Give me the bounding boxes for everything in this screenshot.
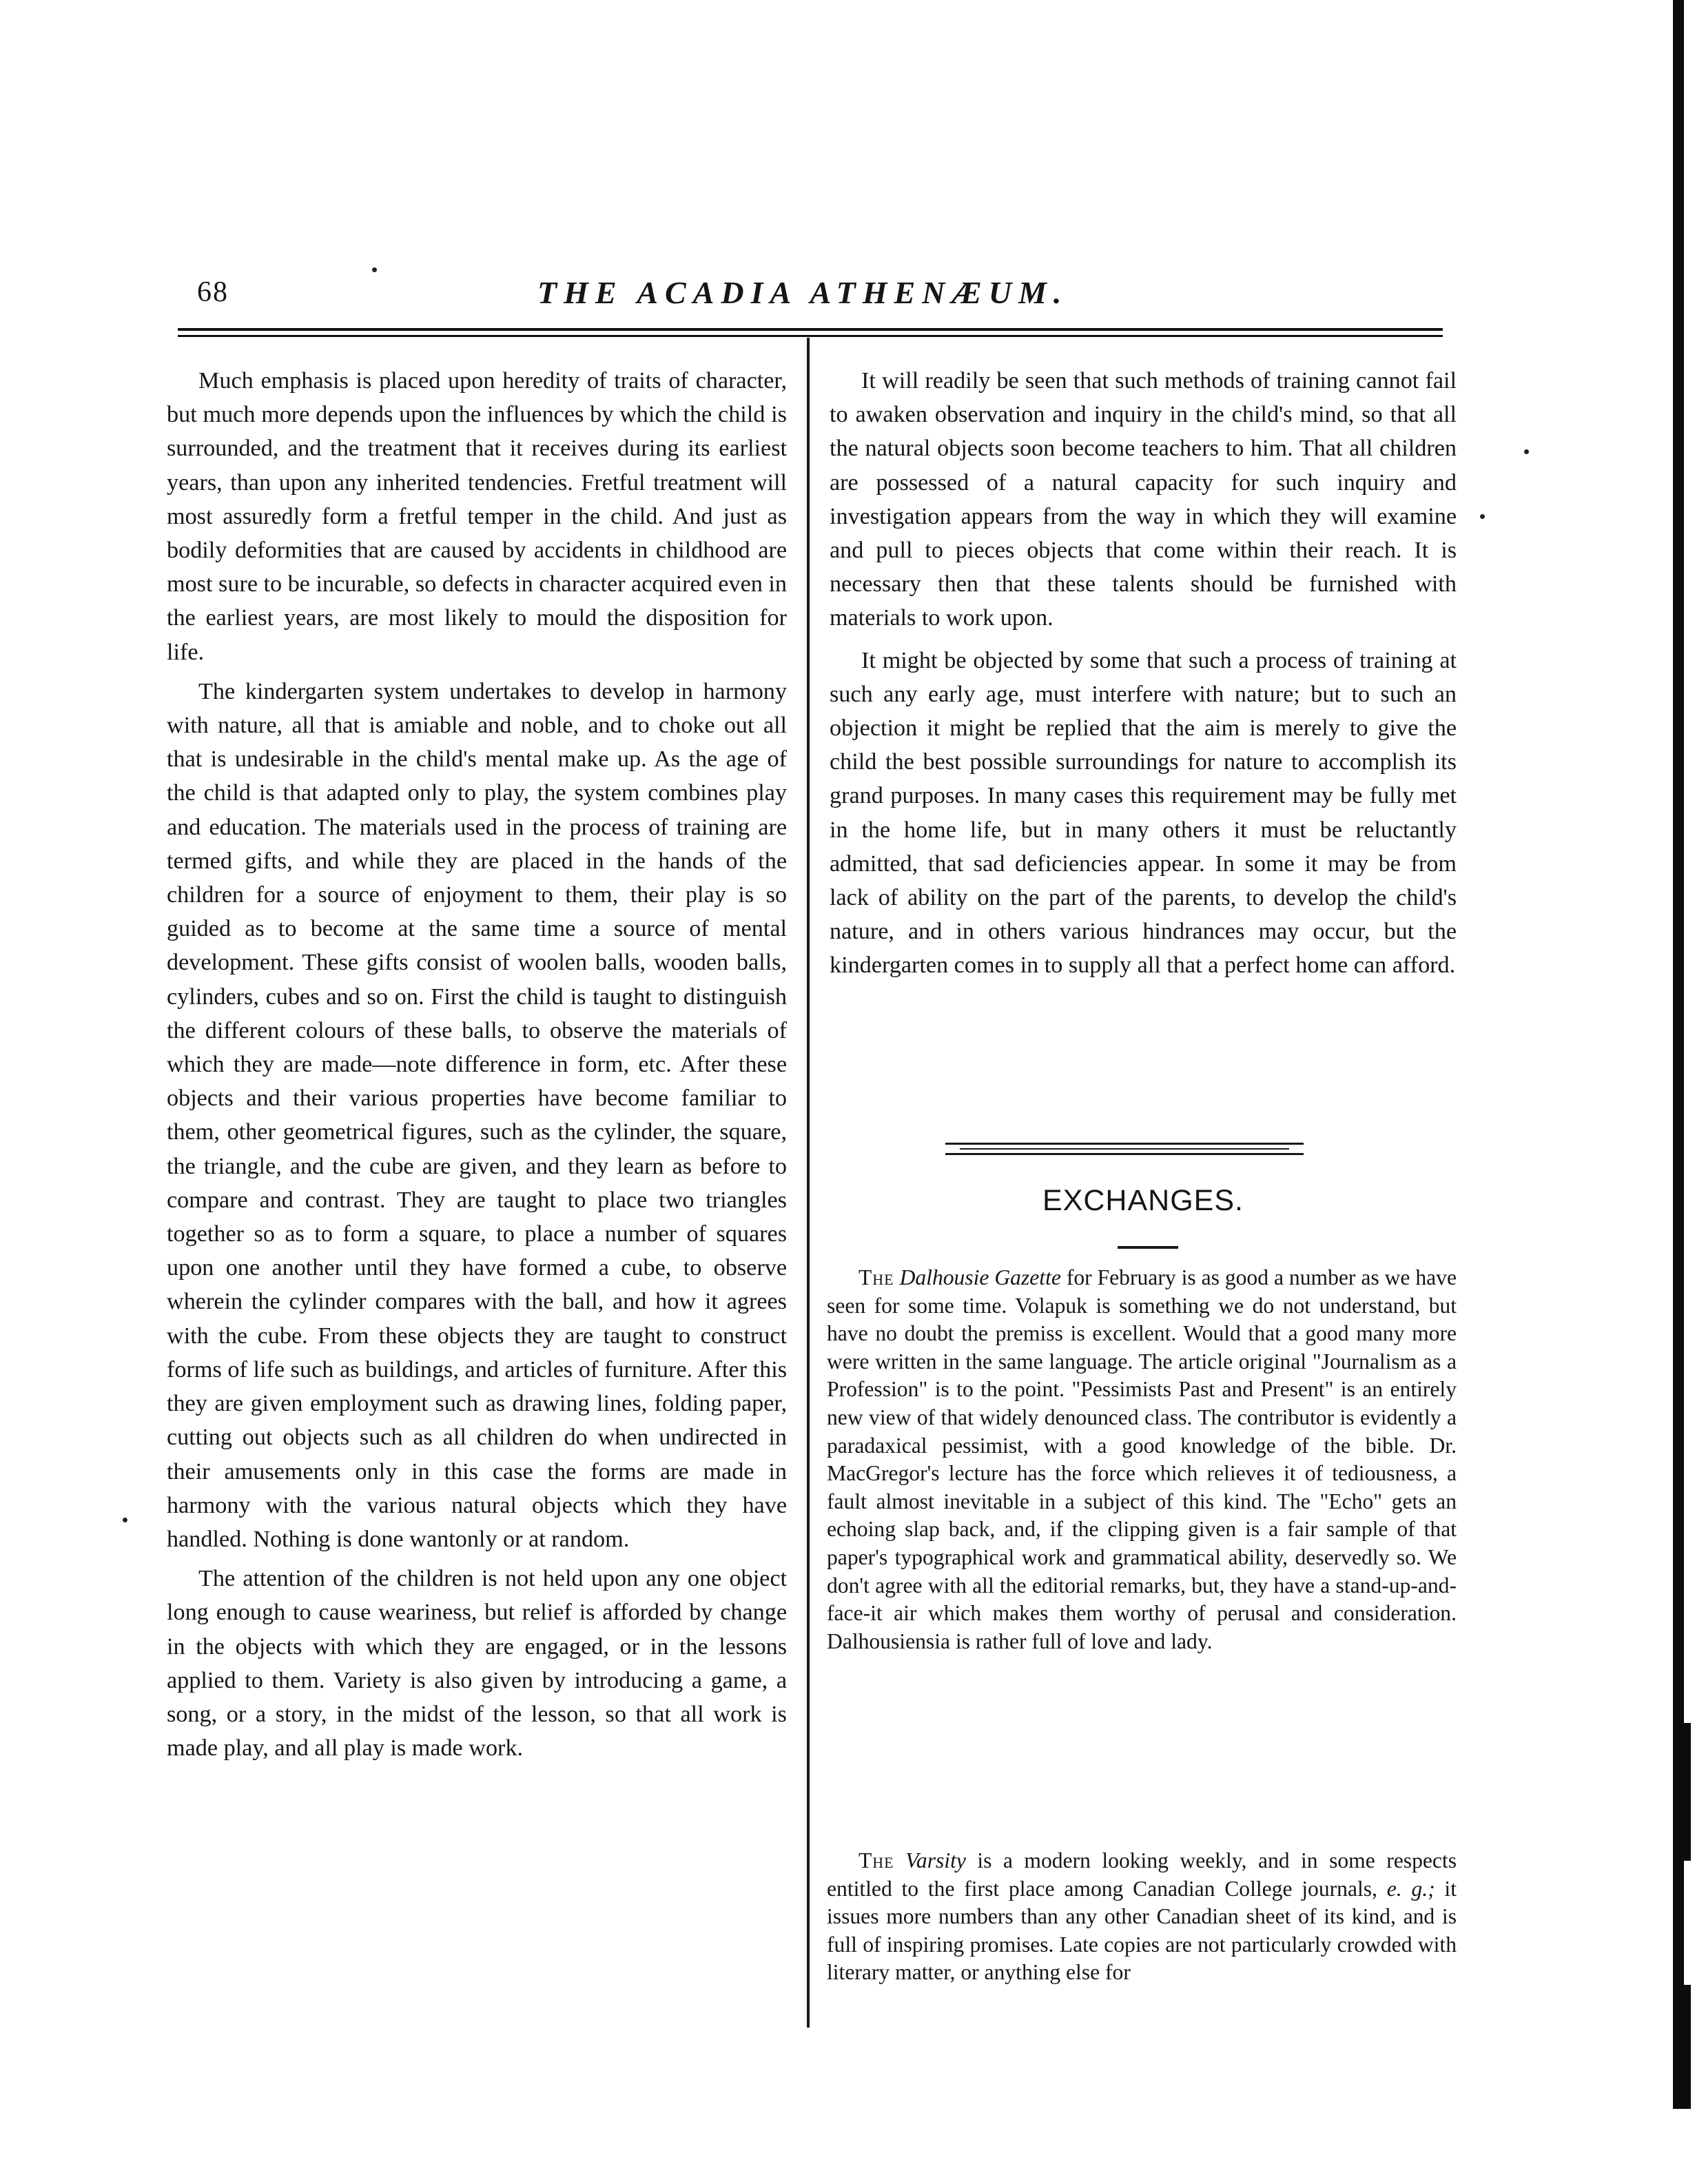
page-number: 68 [197,276,229,308]
left-column [167,364,787,1770]
publication-title: Dalhousie Gazette [899,1265,1061,1289]
exchange-body: is a modern looking weekly, and in some respects entitled to the first place among Canadian College journals, [827,1848,1457,1901]
scan-edge-notch [1684,1985,1691,2109]
right-paragraph-1: It will readily be seen that such methods of training cannot fail to awaken observation and inquiry in the child's mind, so that all the natural objects soon become teachers to him. That all children are possessed of a natural capacity for such inquiry and investigation appears from the way in which they will examine and pull to pieces objects that come within their reach. It is necessary then that these talents should be furnished with materials to work upon. [830,368,1457,631]
exchange-dalhousie-gazette [827,1264,1457,1655]
heading-short-rule [1118,1246,1178,1249]
right-paragraph-2: It might be objected by some that such a process of training at such any early age, must interfere with nature; but to such an objection it might be replied that the aim is merely to give the child the best possible surroundings for nature to accomplish its grand purposes. In many cases this requirement may be fully met in the home life, but in many others it must be reluctantly admitted, that sad deficiencies appear. In some it may be from lack of ability on the part of the parents, to develop the child's nature, and in others various hindrances may occur, but the kindergarten comes in to supply all that a perfect home can afford. [830,647,1457,979]
exchange-varsity [827,1847,1457,1987]
scan-speck [372,267,377,272]
exchange-lead-word: The [859,1265,894,1289]
exchange-lead-word: The [859,1848,894,1872]
exchange-body: for February is as good a number as we have seen for some time. Volapuk is something we do not understand, but have no doubt the premiss is excellent. Would that a good many more were written in the same language. The article original "Journalism as a Profession" is to the point. "Pessimists Past and Present" is an entirely new view of that widely denounced class. The contributor is evidently a paradaxical pessimist, with a good knowledge of the bible. Dr. MacGregor's lecture has the force which relieves it of tediousness, a fault almost inevitable in a subject of this kind. The "Echo" gets an echoing slap back, and, if the clipping given is a fair sample of that paper's typographical work and grammatical ability, deservedly so. We don't agree with all the editorial remarks, but, they have a stand-up-and-face-it air which makes them worthy of perusal and consideration. Dalhousiensia is rather full of love and lady. [827,1265,1457,1653]
section-ornament [945,1143,1304,1159]
publication-title: Varsity [905,1848,966,1872]
scan-edge-bar [1673,0,1684,2109]
column-divider [807,338,810,2028]
right-column [830,364,1457,988]
left-paragraph-2: The kindergarten system undertakes to develop in harmony with nature, all that is amiable and noble, and to choke out all that is undesirable in the child's mental make up. As the age of the child is that adapted only to play, the system combines play and education. The materials used in the process of training are termed gifts, and while they are placed in the hands of the children for a source of enjoyment to them, their play is so guided as to become at the same time a source of mental development. These gifts consist of woolen balls, wooden balls, cylinders, cubes and so on. First the child is taught to distinguish the different colours of these balls, to observe the materials of which they are made—note difference in form, etc. After these objects and their various properties have become familiar to them, other geometrical figures, such as the cylinder, the square, the triangle, and the cube are given, and they learn as before to compare and contrast. They are taught to place two triangles together so as to form a square, to place a number of squares upon one another until they have formed a cube, to observe wherein the cylinder compares with the ball, and how it agrees with the cube. From these objects they are taught to construct forms of life such as buildings, and articles of furniture. After this they are given employment such as drawing lines, folding paper, cutting out objects such as all children do when undirected in their amusements only in this case the forms are made in harmony with the various natural objects which they have handled. Nothing is done wantonly or at random. [167,678,787,1552]
scan-speck [1480,514,1485,519]
journal-title: THE ACADIA ATHENÆUM. [537,275,1069,310]
header-rule-top [178,328,1443,331]
header-rule-bottom [178,335,1443,337]
abbreviation: e. g.; [1386,1876,1435,1901]
scan-speck [123,1518,127,1522]
scan-speck [1524,449,1529,454]
scan-edge-notch [1684,1723,1691,1861]
exchange-body-continued: it issues more numbers than any other Canadian sheet of its kind, and is full of inspiring promises. Late copies are not particularly crowded with literary matter, or anything else for [827,1876,1457,1985]
left-paragraph-1: Much emphasis is placed upon heredity of traits of character, but much more depends upon the influences by which the child is surrounded, and the treatment that it receives during its earliest years, than upon any inherited tendencies. Fretful treatment will most assuredly form a fretful temper in the child. And just as bodily deformities that are caused by accidents in childhood are most sure to be incurable, so defects in character acquired even in the earliest years, are most likely to mould the disposition for life. [167,368,787,665]
exchanges-heading: EXCHANGES. [1042,1184,1244,1217]
left-paragraph-3: The attention of the children is not held upon any one object long enough to cause weariness, but relief is afforded by change in the objects with which they are engaged, or in the lessons applied to them. Variety is also given by introducing a game, a song, or a story, in the midst of the lesson, so that all work is made play, and all play is made work. [167,1566,787,1762]
